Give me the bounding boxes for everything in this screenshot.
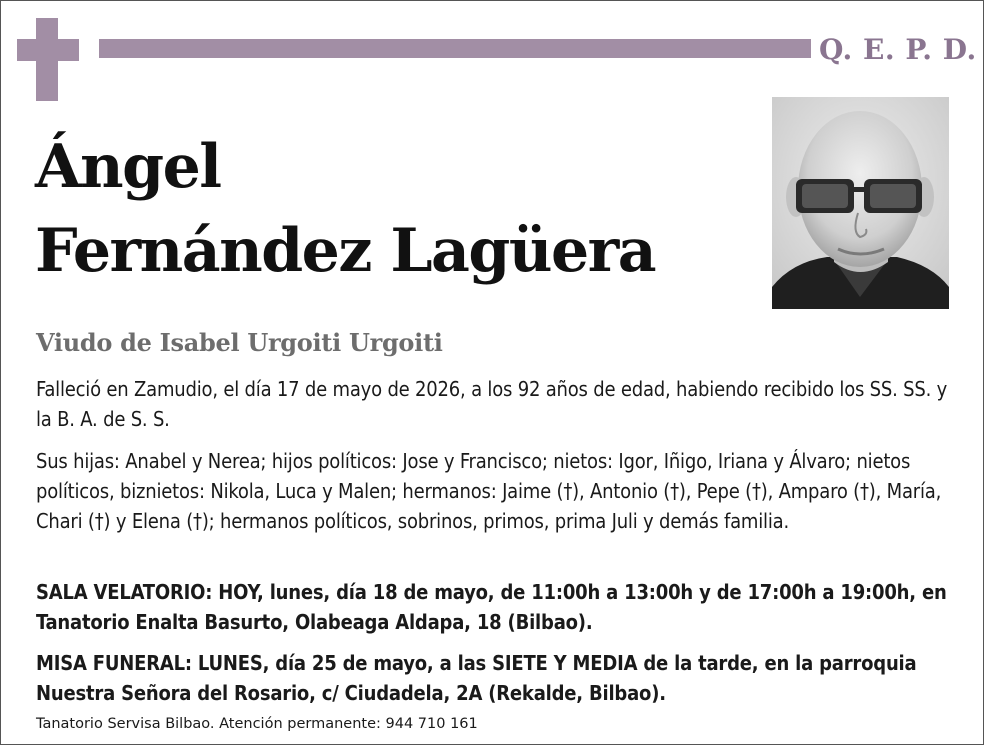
deceased-name bbox=[35, 125, 655, 293]
deceased-first-name: Ángel bbox=[35, 132, 221, 202]
header-rule bbox=[99, 39, 811, 58]
deceased-photo bbox=[772, 97, 949, 309]
mass-paragraph: MISA FUNERAL: LUNES, día 25 de mayo, a las SIETE Y MEDIA de la tarde, en la parroquia Nuestra Señora del Rosario, c/ Ciudadela, 2A (Rekalde, Bilbao). bbox=[36, 651, 917, 705]
widow-line: Viudo de Isabel Urgoiti Urgoiti bbox=[36, 328, 443, 357]
family-paragraph: Sus hijas: Anabel y Nerea; hijos políticos: Jose y Francisco; nietos: Igor, Iñigo, Iriana y Álvaro; nietos políticos, biznietos: Nikola, Luca y Malen; hermanos: Jaime (†), Antonio (†), Pepe (†), Amparo (†), María, Chari (†) y Elena (†); hermanos políticos, sobrinos, primos, prima Juli y demás familia. bbox=[36, 449, 942, 533]
funeral-home-footer: Tanatorio Servisa Bilbao. Atención permanente: 944 710 161 bbox=[36, 716, 478, 732]
wake-paragraph: SALA VELATORIO: HOY, lunes, día 18 de mayo, de 11:00h a 13:00h y de 17:00h a 19:00h, en Tanatorio Enalta Basurto, Olabeaga Aldapa, 18 (Bilbao). bbox=[36, 580, 947, 634]
death-paragraph: Falleció en Zamudio, el día 17 de mayo de 2026, a los 92 años de edad, habiendo recibido los SS. SS. y la B. A. de S. S. bbox=[36, 377, 948, 431]
deceased-surnames: Fernández Lagüera bbox=[35, 216, 656, 286]
qepd-label: Q. E. P. D. bbox=[819, 33, 977, 66]
